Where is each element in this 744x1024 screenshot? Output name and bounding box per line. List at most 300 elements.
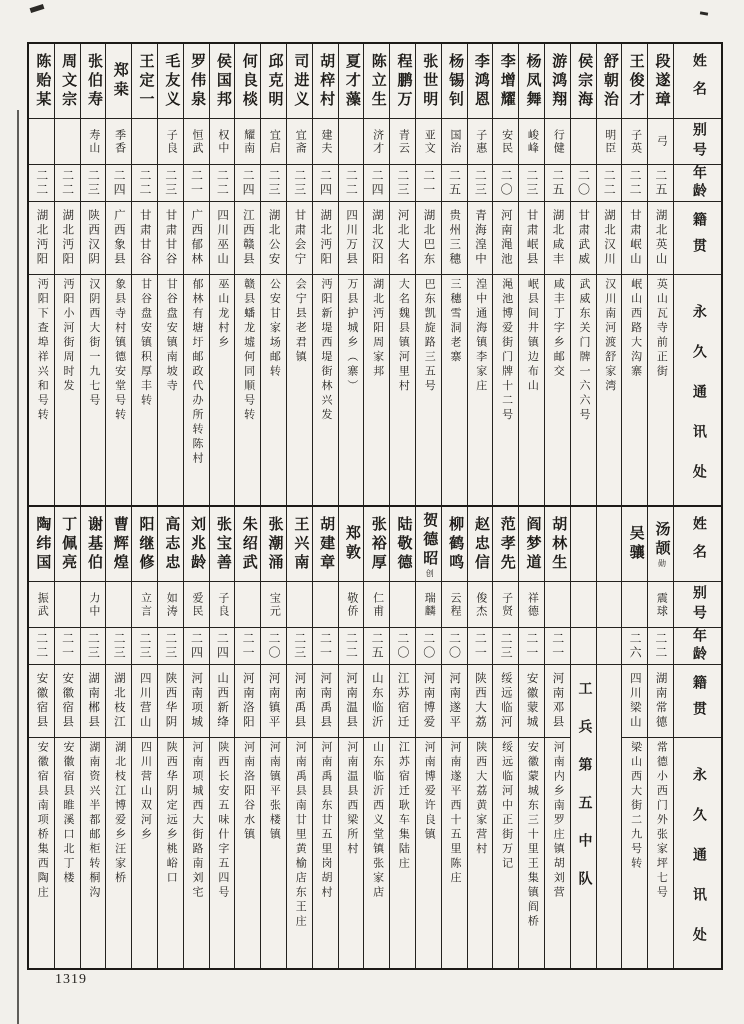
person-name: 张潮涌 <box>266 515 283 573</box>
native-cell <box>261 202 286 275</box>
person-address: 渑池博爱街门牌十二号 <box>500 278 513 423</box>
person-age: 二〇 <box>499 169 514 197</box>
header-native: 籍贯 <box>690 675 706 727</box>
alias-cell <box>519 582 544 628</box>
native-cell <box>313 665 338 738</box>
address-cell <box>416 738 441 968</box>
age-cell <box>313 628 338 665</box>
person-name: 汤颉勋 <box>653 521 670 567</box>
address-cell <box>184 738 209 968</box>
person-age: 二四 <box>112 169 127 197</box>
person-native-place: 甘肃岷山 <box>628 209 641 267</box>
alias-cell <box>313 582 338 628</box>
person-column <box>492 507 518 968</box>
address-cell <box>261 738 286 968</box>
person-column <box>209 44 235 505</box>
person-name: 侯宗海 <box>576 52 593 110</box>
person-column <box>183 507 209 968</box>
alias-cell <box>339 119 364 165</box>
person-alias: 寿山 <box>87 128 100 155</box>
alias-cell <box>184 582 209 628</box>
native-cell <box>55 202 80 275</box>
age-cell <box>545 165 570 202</box>
person-address: 江苏宿迁耿车集陆庄 <box>397 741 410 872</box>
name-cell <box>493 44 518 119</box>
person-name: 游鸿翔 <box>550 52 567 110</box>
person-age: 二三 <box>292 632 307 660</box>
person-column <box>80 507 106 968</box>
empty-cell <box>571 628 596 665</box>
person-alias: 敬侨 <box>345 591 358 618</box>
alias-cell <box>184 119 209 165</box>
name-cell <box>81 44 106 119</box>
alias-cell <box>132 119 157 165</box>
name-cell <box>622 507 647 582</box>
unit-column <box>570 507 596 968</box>
name-cell <box>339 507 364 582</box>
native-cell <box>597 202 622 275</box>
native-cell <box>261 665 286 738</box>
person-alias: 济才 <box>371 128 384 155</box>
person-name: 张伯寿 <box>85 52 102 110</box>
name-cell <box>468 507 493 582</box>
person-address: 英山瓦寺前正街 <box>655 278 668 380</box>
name-cell <box>622 44 647 119</box>
native-cell <box>468 202 493 275</box>
address-cell <box>261 275 286 505</box>
person-name: 毛友义 <box>163 52 180 110</box>
person-native-place: 湖北咸丰 <box>551 209 564 267</box>
native-cell <box>132 665 157 738</box>
header-name: 姓名 <box>690 53 706 109</box>
person-age: 二二 <box>628 169 643 197</box>
person-name: 杨凤舞 <box>524 52 541 110</box>
person-alias: 仁甫 <box>371 591 384 618</box>
person-native-place: 湖南常德 <box>654 672 667 730</box>
person-native-place: 湖南郴县 <box>87 672 100 730</box>
name-cell <box>287 507 312 582</box>
native-cell <box>55 665 80 738</box>
person-name: 郑敦 <box>343 525 360 563</box>
header-name: 姓名 <box>690 516 706 572</box>
age-cell <box>313 165 338 202</box>
person-column <box>389 44 415 505</box>
address-cell <box>106 738 131 968</box>
address-cell <box>571 275 596 505</box>
name-cell <box>29 44 54 119</box>
person-native-place: 河南渑池 <box>499 209 512 267</box>
person-name: 赵忠信 <box>472 515 489 573</box>
alias-cell <box>55 119 80 165</box>
alias-cell <box>287 582 312 628</box>
person-name: 杨锡钊 <box>447 52 464 110</box>
alias-cell <box>545 119 570 165</box>
address-cell <box>468 738 493 968</box>
name-cell <box>106 507 131 582</box>
person-age: 二五 <box>550 169 565 197</box>
person-name: 王兴南 <box>292 515 309 573</box>
person-alias: 子良 <box>216 591 229 618</box>
person-address: 河南禹县东廿五里岗胡村 <box>320 741 333 901</box>
name-cell <box>210 507 235 582</box>
person-name: 高志忠 <box>163 515 180 573</box>
address-cell <box>29 738 54 968</box>
name-cell <box>597 44 622 119</box>
age-cell <box>622 165 647 202</box>
person-address: 河南博爱许良镇 <box>423 741 436 843</box>
age-cell <box>106 628 131 665</box>
person-column <box>441 507 467 968</box>
person-age: 二一 <box>473 632 488 660</box>
header-address: 永久通讯处 <box>690 767 706 967</box>
alias-cell <box>364 582 389 628</box>
person-native-place: 四川营山 <box>138 672 151 730</box>
person-address: 陕西大荔黄家营村 <box>474 741 487 857</box>
alias-cell <box>158 582 183 628</box>
person-age: 二三 <box>86 632 101 660</box>
person-age: 二一 <box>189 169 204 197</box>
name-cell <box>261 44 286 119</box>
native-cell <box>648 665 673 738</box>
age-cell <box>235 628 260 665</box>
person-name: 李增耀 <box>498 52 515 110</box>
age-cell <box>132 165 157 202</box>
age-cell <box>29 165 54 202</box>
address-cell <box>106 275 131 505</box>
person-column <box>621 507 647 968</box>
person-column <box>467 507 493 968</box>
age-cell <box>364 628 389 665</box>
native-cell <box>364 202 389 275</box>
age-cell <box>55 628 80 665</box>
person-age: 二〇 <box>576 169 591 197</box>
age-cell <box>622 628 647 665</box>
age-cell <box>648 628 673 665</box>
person-alias: 云程 <box>449 591 461 618</box>
name-cell <box>545 44 570 119</box>
name-cell <box>158 44 183 119</box>
name-cell <box>81 507 106 582</box>
native-cell <box>210 665 235 738</box>
age-cell <box>364 165 389 202</box>
native-cell <box>519 202 544 275</box>
person-name: 侯国邦 <box>214 52 231 110</box>
person-native-place: 河南项城 <box>190 672 203 730</box>
age-cell <box>158 165 183 202</box>
name-cell <box>571 44 596 119</box>
person-column <box>647 44 673 505</box>
person-column <box>467 44 493 505</box>
name-cell <box>493 507 518 582</box>
person-column <box>647 507 673 968</box>
native-cell <box>184 202 209 275</box>
unit-label: 工兵第五中队 <box>576 681 592 909</box>
age-cell <box>235 165 260 202</box>
person-column <box>131 44 157 505</box>
address-cell <box>545 275 570 505</box>
native-cell <box>442 665 467 738</box>
person-age: 二三 <box>524 169 539 197</box>
age-cell <box>132 628 157 665</box>
person-address: 岷山西路大沟寨 <box>629 278 642 380</box>
person-age: 二二 <box>34 632 49 660</box>
person-age: 二二 <box>137 169 152 197</box>
person-address: 安徽宿县睢溪口北丁楼 <box>62 741 75 886</box>
person-name: 段遂璋 <box>653 52 670 110</box>
native-cell <box>29 665 54 738</box>
address-cell <box>339 275 364 505</box>
name-cell <box>55 507 80 582</box>
age-cell <box>339 628 364 665</box>
header-address: 永久通讯处 <box>690 304 706 504</box>
person-age: 二〇 <box>266 632 281 660</box>
person-address: 万县护城乡（寨） <box>345 278 358 394</box>
person-name: 张裕厚 <box>369 515 386 573</box>
person-name: 郑桒 <box>111 62 128 100</box>
person-native-place: 陕西华阴 <box>164 672 177 730</box>
person-alias: 安民 <box>500 128 513 155</box>
alias-cell <box>571 119 596 165</box>
address-cell <box>132 275 157 505</box>
person-address: 陕西华阴定远乡桃峪口 <box>165 741 178 886</box>
person-address: 郁林有塘圩邮政代办所转陈村 <box>191 278 204 467</box>
name-cell <box>416 44 441 119</box>
alias-cell <box>493 582 518 628</box>
person-name: 邱克明 <box>266 52 283 110</box>
person-address: 安徽蒙城东三十里王集镇阎桥 <box>526 741 539 930</box>
empty-cell <box>597 507 622 582</box>
name-cell <box>545 507 570 582</box>
native-cell <box>287 202 312 275</box>
person-name: 曹辉煌 <box>111 515 128 573</box>
person-native-place: 甘肃会宁 <box>293 209 306 267</box>
person-alias: 权中 <box>216 128 229 155</box>
person-native-place: 江苏宿迁 <box>396 672 409 730</box>
person-age: 二四 <box>241 169 256 197</box>
person-column <box>621 44 647 505</box>
page-number: 1319 <box>55 972 87 987</box>
alias-cell <box>468 582 493 628</box>
age-cell <box>184 628 209 665</box>
person-native-place: 四川万县 <box>345 209 358 267</box>
alias-cell <box>210 582 235 628</box>
name-cell <box>519 507 544 582</box>
alias-cell <box>364 119 389 165</box>
blank-column <box>596 507 622 968</box>
person-alias: 子英 <box>629 128 642 155</box>
name-cell <box>287 44 312 119</box>
person-name: 陈立生 <box>369 52 386 110</box>
person-name: 柳鹤鸣 <box>447 515 464 573</box>
alias-cell <box>519 119 544 165</box>
name-cell <box>364 44 389 119</box>
person-age: 二一 <box>241 632 256 660</box>
person-column <box>363 44 389 505</box>
native-cell <box>622 665 647 738</box>
person-name: 罗伟泉 <box>189 52 206 110</box>
person-address: 河南项城西大街路南刘宅 <box>191 741 204 901</box>
age-cell <box>442 628 467 665</box>
person-name: 何良棪 <box>240 52 257 110</box>
address-cell <box>81 738 106 968</box>
person-alias: 子惠 <box>474 128 487 155</box>
person-age: 二二 <box>344 169 359 197</box>
address-cell <box>442 275 467 505</box>
address-cell <box>648 275 673 505</box>
age-cell <box>468 628 493 665</box>
roster-table-frame <box>27 42 723 970</box>
age-cell <box>29 628 54 665</box>
person-column <box>338 507 364 968</box>
person-address: 甘谷盘安镇积厚丰转 <box>139 278 152 409</box>
person-age: 二〇 <box>395 632 410 660</box>
native-cell <box>235 665 260 738</box>
person-address: 赣县蟠龙墟何同顺号转 <box>242 278 255 423</box>
alias-cell <box>106 119 131 165</box>
person-column <box>389 507 415 968</box>
alias-cell <box>81 119 106 165</box>
address-cell <box>235 738 260 968</box>
person-address: 沔阳小河街周时发 <box>62 278 75 394</box>
age-cell <box>493 165 518 202</box>
header-age: 年龄 <box>690 628 706 664</box>
age-cell <box>81 628 106 665</box>
name-cell <box>442 44 467 119</box>
address-cell <box>313 275 338 505</box>
person-alias: 宜斋 <box>294 128 307 155</box>
person-name: 谢基伯 <box>85 515 102 573</box>
person-native-place: 湖北枝江 <box>112 672 125 730</box>
name-cell <box>132 44 157 119</box>
person-address: 河南洛阳谷水镇 <box>242 741 255 843</box>
person-column <box>363 507 389 968</box>
person-alias: 弓 <box>655 135 668 148</box>
native-cell <box>571 202 596 275</box>
person-native-place: 湖北汉川 <box>603 209 616 267</box>
address-cell <box>158 738 183 968</box>
alias-cell <box>597 119 622 165</box>
address-cell <box>132 738 157 968</box>
age-cell <box>55 165 80 202</box>
name-cell <box>184 44 209 119</box>
person-alias: 季香 <box>113 128 126 155</box>
person-column <box>234 507 260 968</box>
alias-cell <box>390 119 415 165</box>
name-cell <box>235 507 260 582</box>
person-alias: 瑞麟 <box>423 591 436 618</box>
header-column <box>673 507 721 968</box>
person-alias: 子贤 <box>500 591 513 618</box>
person-address: 沔阳新堤西堤街林兴发 <box>320 278 333 423</box>
alias-cell <box>442 119 467 165</box>
person-alias: 恒武 <box>191 128 204 155</box>
person-age: 二五 <box>447 169 462 197</box>
alias-cell <box>287 119 312 165</box>
person-address: 三穗雪洞老寨 <box>449 278 461 365</box>
person-native-place: 青海湟中 <box>474 209 487 267</box>
address-cell <box>442 738 467 968</box>
person-address: 汉川南河渡舒家湾 <box>603 278 616 394</box>
person-column <box>54 507 80 968</box>
alias-cell <box>339 582 364 628</box>
person-address: 汉阴西大街一九七号 <box>87 278 100 409</box>
alias-cell <box>158 119 183 165</box>
alias-cell <box>416 582 441 628</box>
native-cell <box>519 665 544 738</box>
person-address: 武威东关门牌一六六号 <box>577 278 590 423</box>
alias-cell <box>235 582 260 628</box>
age-cell <box>81 165 106 202</box>
age-cell <box>287 165 312 202</box>
alias-cell <box>545 582 570 628</box>
person-native-place: 河南禹县 <box>319 672 332 730</box>
person-column <box>286 44 312 505</box>
person-native-place: 河南博爱 <box>422 672 435 730</box>
person-native-place: 山东临沂 <box>370 672 383 730</box>
person-column <box>415 44 441 505</box>
address-cell <box>390 738 415 968</box>
native-cell <box>442 202 467 275</box>
name-cell <box>416 507 441 582</box>
person-address: 河南禹县南廿里黄榆店东王庄 <box>294 741 307 930</box>
alias-cell <box>106 582 131 628</box>
person-column <box>415 507 441 968</box>
address-cell <box>364 275 389 505</box>
person-age: 二一 <box>60 632 75 660</box>
person-age: 二三 <box>499 632 514 660</box>
header-native: 籍贯 <box>690 212 706 264</box>
person-address: 咸丰丁字乡邮交 <box>552 278 565 380</box>
person-address: 河南内乡南罗庄镇胡刘营 <box>552 741 565 901</box>
person-address: 河南温县西梁所村 <box>345 741 358 857</box>
address-cell <box>519 738 544 968</box>
person-column <box>183 44 209 505</box>
native-cell <box>364 665 389 738</box>
native-cell <box>390 202 415 275</box>
person-address: 象县寺村镇德安堂号转 <box>113 278 126 423</box>
person-column <box>312 44 338 505</box>
person-native-place: 陕西大荔 <box>474 672 487 730</box>
person-age: 二二 <box>215 169 230 197</box>
alias-cell <box>416 119 441 165</box>
name-cell <box>184 507 209 582</box>
age-cell <box>261 165 286 202</box>
person-column <box>570 44 596 505</box>
address-cell <box>597 275 622 505</box>
person-name: 周文宗 <box>60 52 77 110</box>
person-native-place: 河南邓县 <box>551 672 564 730</box>
person-name: 阎梦道 <box>524 515 541 573</box>
person-alias: 爱民 <box>191 591 204 618</box>
native-cell <box>416 665 441 738</box>
person-address: 常德小西门外张家坪七号 <box>655 741 668 901</box>
unit-label-cell <box>571 665 596 968</box>
name-cell <box>339 44 364 119</box>
empty-cell <box>597 665 622 968</box>
age-cell <box>210 165 235 202</box>
scan-binding-line <box>17 110 19 1024</box>
native-cell <box>493 665 518 738</box>
person-column <box>157 44 183 505</box>
person-column <box>157 507 183 968</box>
name-cell <box>364 507 389 582</box>
person-address: 甘谷盘安镇南坡寺 <box>165 278 178 394</box>
person-column <box>518 507 544 968</box>
person-address: 岷县间井镇边布山 <box>526 278 539 394</box>
person-address: 河南镇平张楼镇 <box>268 741 281 843</box>
address-cell <box>158 275 183 505</box>
alias-cell <box>468 119 493 165</box>
